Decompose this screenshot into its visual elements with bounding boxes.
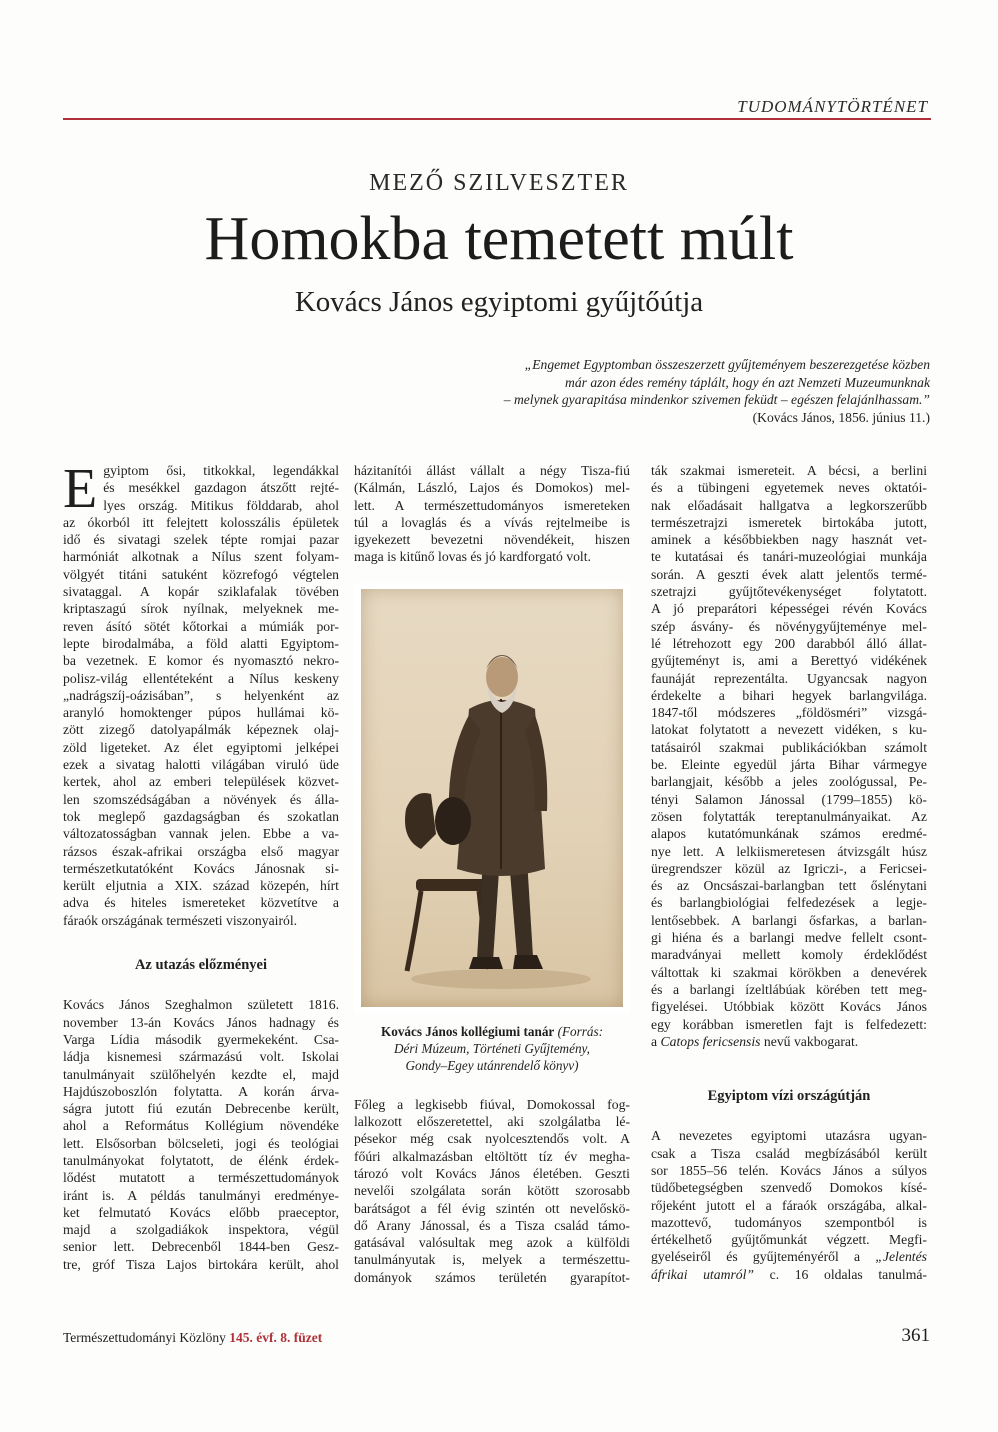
text-line: szép ásvány- és növénygyűjteménye mel- <box>651 618 927 634</box>
text-line: dományok számos területén gyarapítot- <box>354 1269 630 1285</box>
caption-source: (Forrás: <box>557 1023 603 1039</box>
text-line: üregrendszer közül az Igriczi-, a Fericsei- <box>651 860 927 876</box>
text-line: tre, gróf Tisza Lajos birtokára került, ahol <box>63 1256 339 1272</box>
text-line: Varga Lídia második gyermekeként. Csa- <box>63 1031 339 1047</box>
text-line: A nevezetes egyiptomi utazásra ugyan- <box>651 1128 927 1144</box>
article-subtitle: Kovács János egyiptomi gyűjtőútja <box>294 286 704 318</box>
journal-name: Természettudományi Közlöny <box>63 1330 226 1345</box>
text-line: az ókorból itt felejtett kolosszális épületek <box>63 514 339 530</box>
text-line: tározó volt Kovács János életében. Geszti <box>354 1165 630 1181</box>
text-line: lentősebbek. A barlangi ősfarkas, a barlan- <box>651 912 927 928</box>
text-line: a Catops fericsensis nevű vakbogarat. <box>651 1033 859 1049</box>
text-line: tüdőbetegségben szenvedő Domokos kísé- <box>651 1180 927 1196</box>
text-line: alapos kutatómunkának számos eredmé- <box>651 826 927 842</box>
text-line: ták szakmai ismereteit. A bécsi, a berlini <box>651 463 927 478</box>
text-line: érdekelte a bihari hegyek barlangvilága. <box>651 687 927 703</box>
text-line: völgyét titáni satuként közrefogó végtelen <box>63 566 339 582</box>
cited-title: áfrikai utamról” <box>651 1266 755 1282</box>
text-line: zöld ligeteket. Az élet egyiptomi jelképei <box>63 739 339 755</box>
column-1 <box>63 458 339 1273</box>
caption-source: Gondy–Egey utánrendelő könyv) <box>405 1057 579 1073</box>
portrait-figure-illustration <box>361 589 623 1007</box>
text-line: maradványai mellett komoly érdeklődést <box>651 947 927 963</box>
text-line: lett. A természettudományos ismereteken <box>354 497 630 513</box>
text-line: során. A geszti évek alatt jelentős termé- <box>651 566 927 582</box>
intro-paragraph <box>63 458 339 929</box>
text-line: gyiptom ősi, titkokkal, legendákkal <box>103 463 339 478</box>
text-line: latokat folytatott a nevezett vidéken, s ku- <box>651 722 927 738</box>
text-line: (Kálmán, László, Lajos és Domokos) mel- <box>354 480 630 496</box>
text-line: Hajdúszoboszlón folytatta. A korán árva- <box>63 1083 339 1099</box>
text-line: ezek a sivatag halotti világában viruló üde <box>63 757 339 773</box>
text-line: be. Eleinte egyedül járta Bihar vármegye <box>651 757 927 773</box>
text-line: változatosságban vannak jelen. Ebbe a va- <box>63 826 339 842</box>
section-label: TUDOMÁNYTÖRTÉNET <box>737 97 928 116</box>
text-line: sivataggal. A kopár sziklafalak tövében <box>63 584 339 600</box>
epigraph-source: (Kovács János, 1856. június 11.) <box>752 409 930 425</box>
section-heading: Egyiptom vízi országútján <box>707 1088 871 1105</box>
species-name: Catops fericsensis <box>660 1033 761 1049</box>
text-line: adva és hiteles ismereteket közvetítve a <box>63 895 339 911</box>
text-line: főúri alkalmazásban eltöltött tíz év megha- <box>354 1148 630 1164</box>
text-line: ket felmutató Kovács előbb praeceptor, <box>63 1204 339 1220</box>
drop-cap: E <box>63 458 98 520</box>
text-line: túl a lovaglás és a vívás rejtelmeibe is <box>354 514 630 530</box>
text-line: lepte birodalmába, a föld alatti Egyiptom- <box>63 635 339 651</box>
text-line: gyeléseiről és gyűjteményéről a „Jelentés <box>651 1249 927 1265</box>
epigraph-line: már azon édes remény táplált, hogy én azt Nemzeti Muzeumunknak <box>565 374 930 390</box>
text-line: házitanítói állást vállalt a négy Tisza-fiú <box>354 463 630 478</box>
text-line: nevelői szolgálata során kötött szorosabb <box>354 1183 630 1199</box>
text-line: aranyló homoktenger púpos hullámai kö- <box>63 705 339 721</box>
text-line: természetkutatóként Kovács Jánosnak si- <box>63 860 339 876</box>
column-3 <box>651 462 927 1283</box>
body-paragraph <box>63 996 339 1273</box>
epigraph-line: – melynek gyarapitása mindenkor szivemen feküdt – egészen felajánlhassam.” <box>503 392 930 407</box>
text-line: természetrajzi ismeretek birtokába jutott, <box>651 514 927 530</box>
text-line: Főleg a legkisebb fiúval, Domokossal fog- <box>354 1096 630 1112</box>
text-line: senior lett. Debrecenből 1844-ben Gesz- <box>63 1239 339 1255</box>
text-line: és a barlangi ízeltlábúak körében tett meg- <box>651 981 927 997</box>
text-line: tanulmányait szülőhelyén kezdte el, majd <box>63 1066 339 1082</box>
text-line: kertek, ahol az emberi települések közvet- <box>63 774 339 790</box>
text-line: és a tübingeni egyetemek neves oktatói- <box>651 480 927 496</box>
text-line: figyelései. Utóbbiak között Kovács János <box>651 999 927 1015</box>
photo-caption <box>354 1023 630 1074</box>
article-author: MEZŐ SZILVESZTER <box>369 170 629 196</box>
text-line: zött zizegő datolyapálmák képeznek olaj- <box>63 722 339 738</box>
portrait-image <box>361 589 623 1007</box>
text-line: ba vezetnek. E komor és nyomasztó nekro- <box>63 653 339 669</box>
text-line: igyekezett bevezetni növendékeit, hiszen <box>354 532 630 548</box>
body-paragraph <box>651 462 927 1050</box>
caption-source: Déri Múzeum, Történeti Gyűjtemény, <box>394 1040 590 1056</box>
text-line: és mesékkel gazdagon átszőtt rejté- <box>103 480 339 496</box>
text-line: ahol a Református Kollégium növendéke <box>63 1118 339 1134</box>
text-line: pésekor még csak nyolcesztendős volt. A <box>354 1131 630 1147</box>
cited-title: „Jelentés <box>875 1249 927 1265</box>
portrait-photo <box>354 583 630 1013</box>
text-line: fáraók országának természeti viszonyairól. <box>63 912 298 928</box>
text-line: lé létrehozott egy 200 darabból álló állat- <box>651 635 927 651</box>
text-line: idő és sivatagi szelek tépte romjai pazar <box>63 532 339 548</box>
text-line: lett. Elsősorban bölcseleti, jogi és teológiai <box>63 1135 339 1151</box>
text-line: tanulmányokat folytatott, de élénk érdek- <box>63 1152 339 1168</box>
text-line: tatásairól szakmai publikációkban számolt <box>651 739 927 755</box>
epigraph-line: „Engemet Egyptomban összeszerzett gyűjteményem beszerezgetése közben <box>524 357 930 372</box>
journal-footer <box>63 1330 322 1346</box>
text-line: lalkozott előszeretettel, aki szolgálatba lé- <box>354 1114 630 1130</box>
article-title: Homokba temetett múlt <box>204 205 794 273</box>
text-line: maga is kitűnő lovas és jó kardforgató volt. <box>354 549 591 565</box>
text-line: tok meglepő gazdagságban és szokatlan <box>63 808 339 824</box>
text-line: gatásával valósultak meg azok a külföldi <box>354 1235 630 1251</box>
text-line: ságra jutott fiú ezután Debrecenbe került, <box>63 1101 339 1117</box>
text-line: reven ásító sötét kőtorkai a múmiák por- <box>63 618 339 634</box>
text-line: gi hiéna és a barlangi medve fellelt csont- <box>651 930 927 946</box>
text-line: zösen folytatták tereptanulmányaikat. Az <box>651 808 927 824</box>
text-line: és barlangbiológiai felfedezések a legje- <box>651 895 927 911</box>
text-line: majd a szolgadiákok inspektora, végül <box>63 1222 339 1238</box>
text-line: harmóniát alkotnak a Nílus szent folyam- <box>63 549 339 565</box>
section-rule <box>63 118 931 120</box>
text-line: került eljutnia a XIX. század közepén, hírt <box>63 878 339 894</box>
column-2 <box>354 462 630 1286</box>
text-line: faunáját reprezentálta. Ugyancsak nagyon <box>651 670 927 686</box>
body-paragraph <box>354 1096 630 1286</box>
section-heading: Az utazás előzményei <box>134 957 268 974</box>
body-paragraph <box>651 1127 927 1283</box>
text-line: nye lett. A lelkiismeretesen átvizsgált húsz <box>651 843 927 859</box>
text-line: áfrikai utamról” c. 16 oldalas tanulmá- <box>651 1266 927 1282</box>
text-line: egy korábban ismeretlen fajt is felfedezett: <box>651 1016 927 1032</box>
text-line: A jó preparátori képességei révén Kovács <box>651 601 927 617</box>
text-line: len szomszédságában a növények és álla- <box>63 791 339 807</box>
epigraph <box>410 356 930 426</box>
text-line: mazottevő, tudományos szempontból is <box>651 1214 927 1230</box>
text-line: sor 1855–56 telén. Kovács János a súlyos <box>651 1162 927 1178</box>
text-line: váltottak ki szakmai körökben a denevérek <box>651 964 927 980</box>
text-line: aminek a későbbiekben nagy hasznát vet- <box>651 532 927 548</box>
text-line: iránt is. A példás tanulmányi eredménye- <box>63 1187 339 1203</box>
text-line: rázsos észak-afrikai országba első magyar <box>63 843 339 859</box>
text-line: tanulmányutak is, melyek a természettu- <box>354 1252 630 1268</box>
text-line: és az Oncsászai-barlangban tett őslénytani <box>651 878 927 894</box>
text-line: tényi Salamon Jánossal (1799–1855) kö- <box>651 791 927 807</box>
text-line: barlangjait, később a jeles zoológussal, Pe- <box>651 774 927 790</box>
text-line: szetrajzi gyűjtőtevékenységet folytatott. <box>651 584 927 600</box>
body-paragraph <box>354 462 630 566</box>
text-line: kriptaszagú sírok nyílnak, melyeknek me- <box>63 601 339 617</box>
text-line: te kutatásai és tanári-muzeológiai munkája <box>651 549 927 565</box>
text-line: csak a Tisza család megbízásából került <box>651 1145 927 1161</box>
text-line: Kovács János Szeghalmon született 1816. <box>63 997 339 1013</box>
text-line: lyes ország. Mitikus földdarab, ahol <box>103 497 339 513</box>
text-line: gyűjteményt is, ami a Berettyó vidékének <box>651 653 927 669</box>
text-line: november 13-án Kovács János hadnagy és <box>63 1014 339 1030</box>
text-line: „nadrágszíj-oázisában”, s helyenként az <box>63 687 339 703</box>
caption-title: Kovács János kollégiumi tanár <box>380 1023 555 1039</box>
text-line: polisz-világ ellentéteként a Nílus keskeny <box>63 670 339 686</box>
text-line: 1847-től módszeres „földösméri” vizsgá- <box>651 705 927 721</box>
text-line: lődést mutatott a természettudományok <box>63 1170 339 1186</box>
text-line: barátságot a fél évig szintén ott nevelőskö- <box>354 1200 630 1216</box>
text-line: rőjeként jutott el a fáraók országába, alkal- <box>651 1197 927 1213</box>
journal-issue: 145. évf. 8. füzet <box>229 1330 323 1345</box>
text-line: nak előadásait hallgatva a legkorszerűbb <box>651 497 927 513</box>
page-number: 361 <box>901 1325 930 1346</box>
text-line: ládja kisnemesi származású volt. Iskolai <box>63 1049 339 1065</box>
text-line: értékelhető gyűjtőmunkát végzett. Megfi- <box>651 1232 927 1248</box>
text-line: dő Arany Jánossal, és a Tisza család támo- <box>354 1217 630 1233</box>
